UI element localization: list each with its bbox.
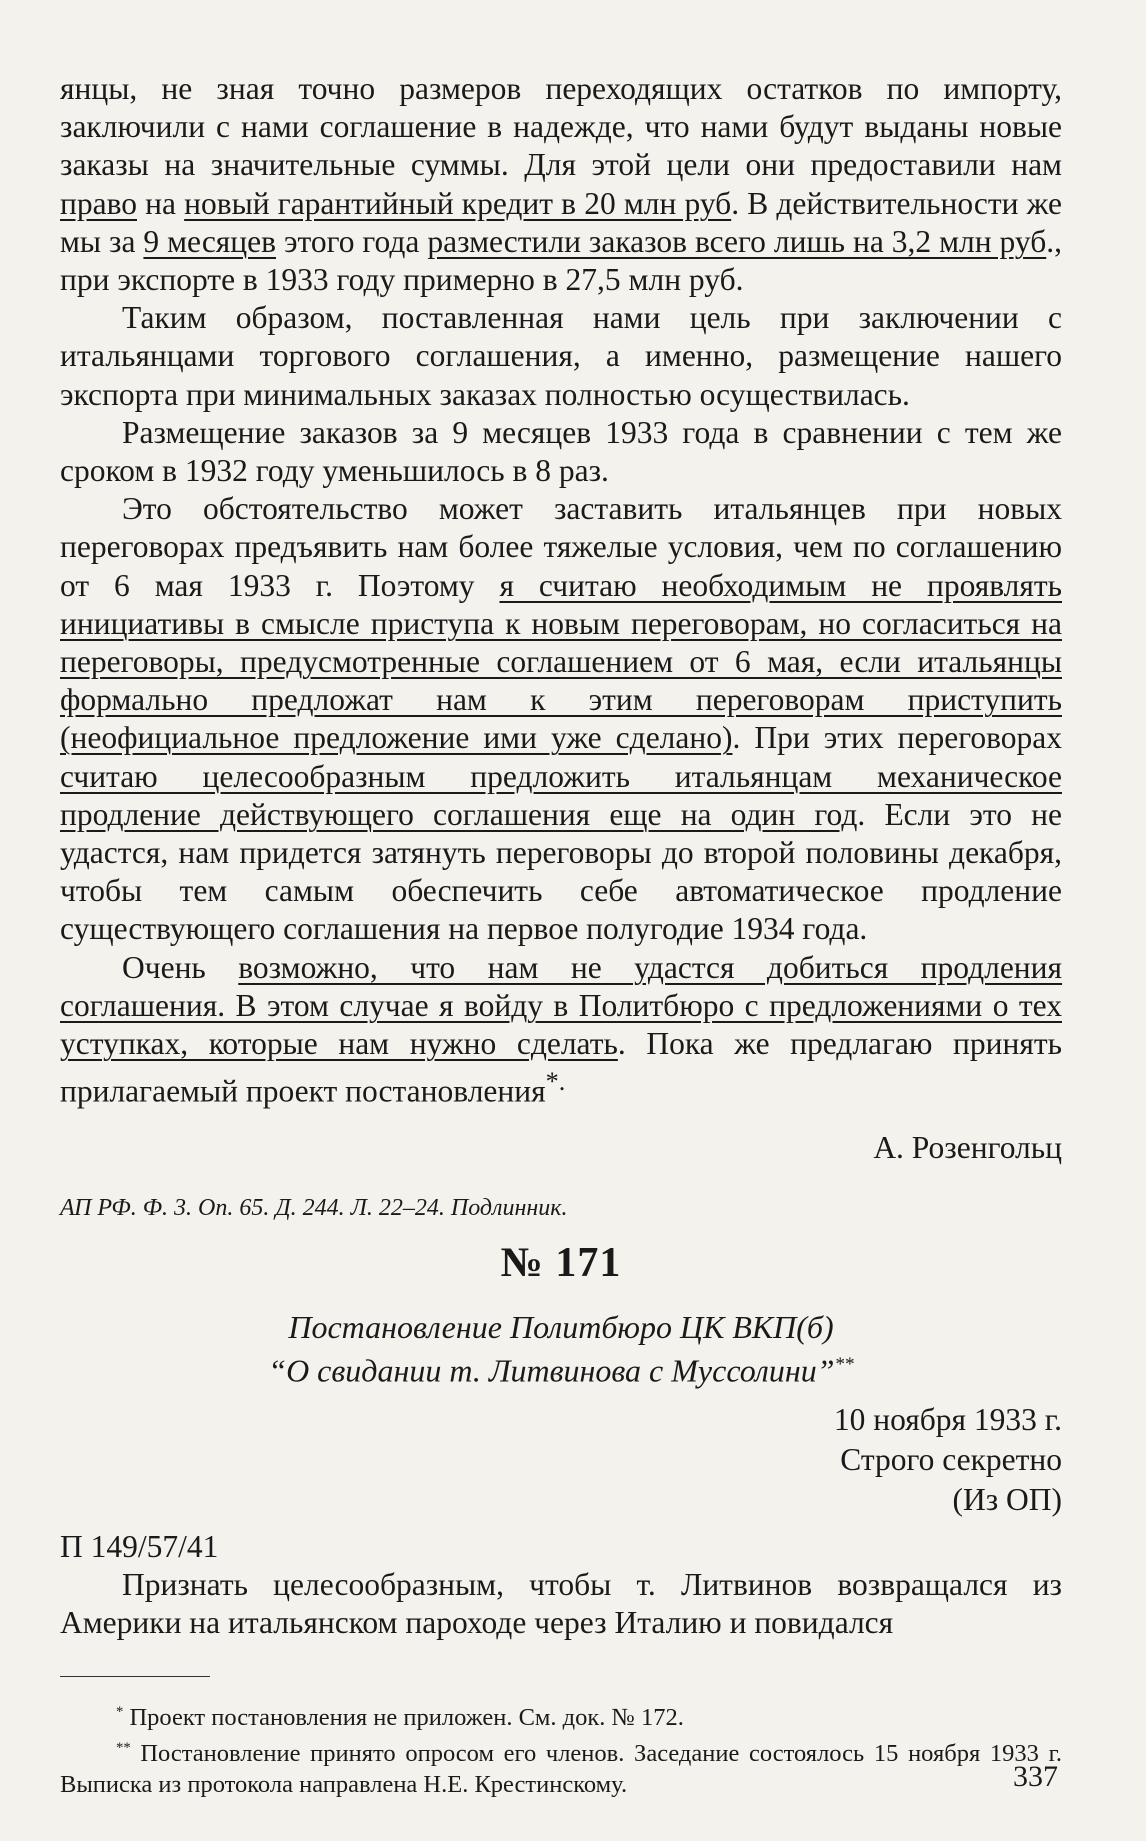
underlined-text: право [60, 185, 137, 221]
classification: Строго секретно [840, 1441, 1062, 1477]
protocol-number: П 149/57/41 [60, 1528, 219, 1564]
document-number: № 171 [500, 1239, 622, 1286]
underlined-text: 9 месяцев [143, 223, 277, 259]
footnote-1: * Проект постановления не приложен. См. док. № 172. [116, 1704, 684, 1732]
document-page [60, 70, 1062, 1800]
paragraph-1: янцы, не зная точно размеров переходящих остатков по импорту, заключили с нами соглашение в надежде, что нами будут выданы новые заказы на значительные суммы. Для этой цели они предоставили нам право на новый гарантийный кредит в 20 млн руб. В действительности же мы за 9 месяцев этого года разместили заказов всего лишь на 3,2 млн руб., при экспорте в 1933 году примерно в 27,5 млн руб. [60, 71, 1063, 298]
underlined-text: новый гарантийный кредит в 20 млн руб [184, 185, 732, 221]
resolution-text: Признать целесообразным, чтобы т. Литвинов возвращался из Америки на итальянском пароходе через Италию и повидался [60, 1566, 1062, 1640]
underlined-text: разместили заказов всего лишь на 3,2 млн руб [427, 223, 1047, 259]
paragraph-5: Очень возможно, что нам не удастся добиться продления соглашения. В этом случае я войду в Политбюро с предложениями о тех уступках, которые нам нужно сделать. Пока же предлагаю принять прилагаемый проект постановления*. [60, 949, 1063, 1109]
footnote-marker: *. [545, 1067, 566, 1097]
signature: А. Розенгольц [873, 1129, 1062, 1165]
document-title: Постановление Политбюро ЦК ВКП(б) “О свидании т. Литвинова с Муссолини”** [268, 1308, 854, 1389]
archive-reference: АП РФ. Ф. 3. Оп. 65. Д. 244. Л. 22–24. Подлинник. [60, 1194, 568, 1221]
source-note: (Из ОП) [952, 1481, 1062, 1517]
page-number: 337 [1013, 1760, 1058, 1793]
document-meta [60, 1400, 1062, 1520]
footnote-marker: ** [834, 1353, 854, 1375]
footnotes [60, 1697, 1062, 1800]
paragraph-3: Размещение заказов за 9 месяцев 1933 года в сравнении с тем же сроком в 1932 году уменьшилось в 8 раз. [60, 414, 1062, 489]
underlined-text: возможно, что нам не удастся добиться продления соглашения. В этом случае я войду в Политбюро с предложениями о тех уступках, которые нам нужно сделать [60, 949, 1063, 1062]
paragraph-2: Таким образом, поставленная нами цель при заключении с итальянцами торгового соглашения, а именно, размещение нашего экспорта при минимальных заказах полностью осуществилась. [60, 300, 1062, 412]
document-date: 10 ноября 1933 г. [833, 1401, 1062, 1437]
footnote-separator [60, 1676, 210, 1677]
underlined-text: я считаю необходимым не проявлять инициативы в смысле приступа к новым переговорам, но согласиться на переговоры, предусмотренные соглашением от 6 мая, если итальянцы формально предложат нам к этим переговорам приступить (неофициальное предложение ими уже сделано) [60, 567, 1063, 756]
footnote-2: ** Постановление принято опросом его членов. Заседание состоялось 15 ноября 1933 г. Выписка из протокола направлена Н.Е. Крестинскому. [60, 1740, 1062, 1799]
paragraph-4: Это обстоятельство может заставить итальянцев при новых переговорах предъявить нам более тяжелые условия, чем по соглашению от 6 мая 1933 г. Поэтому я считаю необходимым не проявлять инициативы в смысле приступа к новым переговорам, но согласиться на переговоры, предусмотренные соглашением от 6 мая, если итальянцы формально предложат нам к этим переговорам приступить (неофициальное предложение ими уже сделано). При этих переговорах считаю целесообразным предложить итальянцам механическое продление действующего соглашения еще на один год. Если это не удастся, нам придется затянуть переговоры до второй половины декабря, чтобы тем самым обеспечить себе автоматическое продление существующего соглашения на первое полугодие 1934 года. [60, 491, 1063, 947]
underlined-text: считаю целесообразным предложить итальянцам механическое продление действующего соглашения еще на один год [60, 758, 1062, 832]
